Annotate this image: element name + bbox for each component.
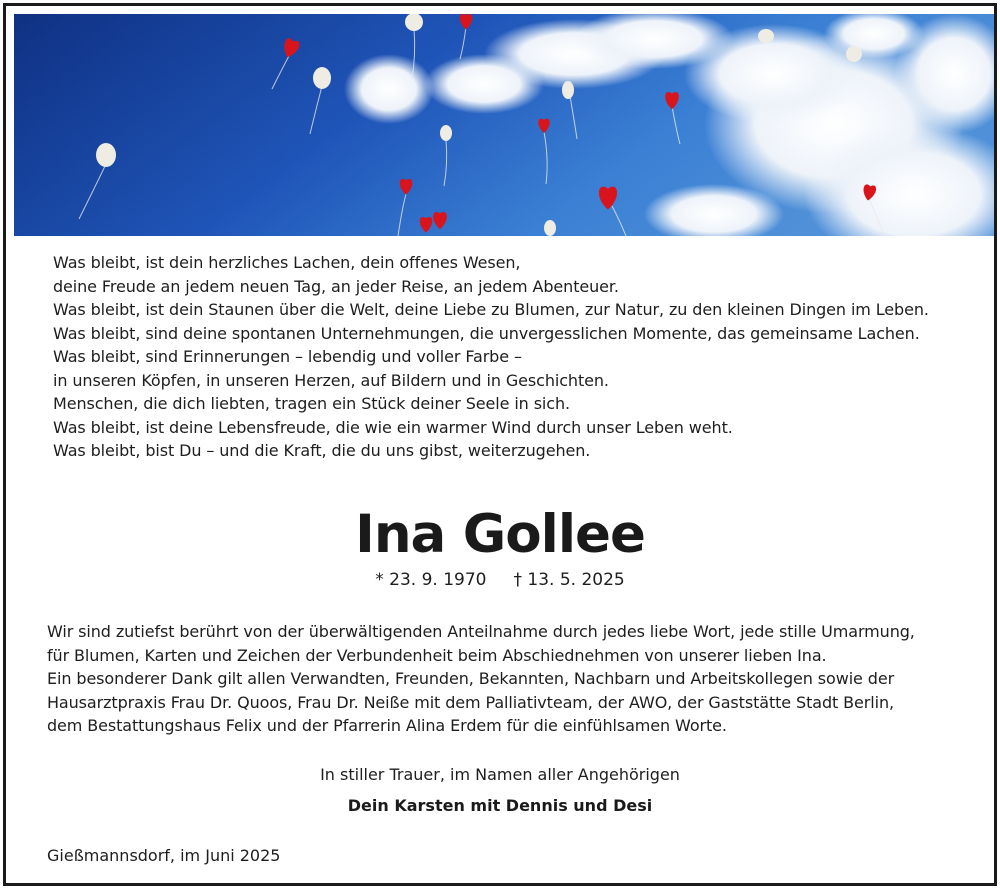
poem-line: in unseren Köpfen, in unseren Herzen, auf Bildern und in Geschichten. bbox=[53, 370, 609, 390]
obituary-frame bbox=[3, 3, 997, 886]
thanks-line: Hausarztpraxis Frau Dr. Quoos, Frau Dr. Neiße mit dem Palliativteam, der AWO, der Gaststätte Stadt Berlin, bbox=[47, 692, 894, 712]
life-dates: * 23. 9. 1970 † 13. 5. 2025 bbox=[375, 570, 625, 590]
thanks-line: für Blumen, Karten und Zeichen der Verbundenheit beim Abschiednehmen von unserer lieben Ina. bbox=[47, 645, 827, 665]
poem bbox=[53, 251, 973, 463]
deceased-name: Ina Gollee bbox=[355, 504, 645, 565]
poem-line: Menschen, die dich liebten, tragen ein Stück deiner Seele in sich. bbox=[53, 394, 571, 413]
signature: Dein Karsten mit Dennis und Desi bbox=[347, 796, 653, 815]
mourning-line: In stiller Trauer, im Namen aller Angehörigen bbox=[320, 765, 680, 784]
thanks-text bbox=[47, 620, 967, 738]
poem-line: deine Freude an jedem neuen Tag, an jeder Reise, an jedem Abenteuer. bbox=[53, 276, 619, 296]
poem-line: Was bleibt, sind deine spontanen Unternehmungen, die unvergesslichen Momente, das gemeinsame Lachen. bbox=[53, 323, 920, 343]
poem-line: Was bleibt, ist dein herzliches Lachen, dein offenes Wesen, bbox=[53, 253, 521, 272]
poem-line: Was bleibt, ist deine Lebensfreude, die wie ein warmer Wind durch unser Leben weht. bbox=[53, 417, 733, 437]
poem-line: Was bleibt, sind Erinnerungen – lebendig und voller Farbe – bbox=[53, 347, 522, 366]
balloons-sky-photo bbox=[14, 14, 994, 236]
thanks-line: dem Bestattungshaus Felix und der Pfarrerin Alina Erdem für die einfühlsamen Worte. bbox=[47, 716, 727, 735]
thanks-line: Wir sind zutiefst berührt von der überwältigenden Anteilnahme durch jedes liebe Wort, jede stille Umarmung, bbox=[47, 622, 915, 641]
poem-line: Was bleibt, ist dein Staunen über die Welt, deine Liebe zu Blumen, zur Natur, zu den kleinen Dingen im Leben. bbox=[53, 300, 929, 319]
place-date: Gießmannsdorf, im Juni 2025 bbox=[47, 846, 281, 865]
thanks-line: Ein besonderer Dank gilt allen Verwandten, Freunden, Bekannten, Nachbarn und Arbeitskollegen sowie der bbox=[47, 669, 895, 688]
poem-line: Was bleibt, bist Du – und die Kraft, die du uns gibst, weiterzugehen. bbox=[53, 441, 591, 460]
